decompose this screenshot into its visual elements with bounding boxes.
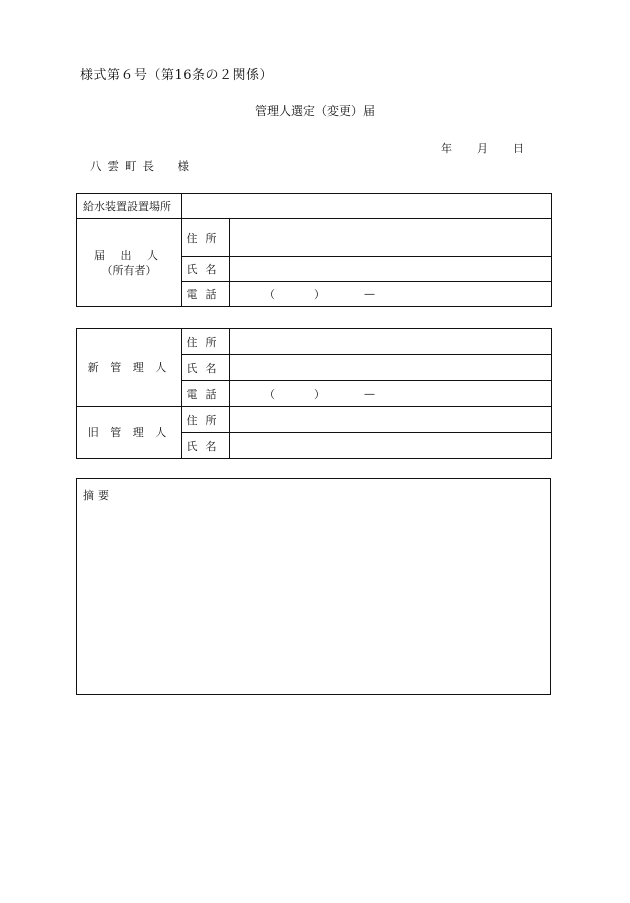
notifier-phone-field[interactable] [230,282,552,307]
phone-dash: — [364,287,375,301]
notifier-label: 届 出 人 [94,248,164,262]
form-number: 様式第６号（第16条の２関係） [80,68,274,83]
old-manager-address-label: 住所 [182,407,230,433]
notifier-name-label: 氏名 [182,257,230,282]
date-month-label: 月 [477,142,488,155]
notifier-sublabel: （所有者） [101,263,157,277]
notifier-phone-label: 電話 [182,282,230,307]
notifier-address-field[interactable] [230,219,552,257]
new-manager-address-label: 住所 [182,329,230,355]
new-manager-label: 新 管 理 人 [77,329,182,407]
remarks-box[interactable] [76,478,551,695]
date-year-label: 年 [441,142,452,155]
install-place-field[interactable] [182,194,552,219]
date-day-label: 日 [513,142,524,155]
notifier-address-label: 住所 [182,219,230,257]
phone-open-paren: （ [264,288,275,301]
old-manager-name-label: 氏名 [182,433,230,459]
new-manager-name-field[interactable] [230,355,552,381]
new-manager-name-label: 氏名 [182,355,230,381]
notifier-table [76,193,552,307]
notifier-label-cell [77,219,182,307]
new-manager-phone-label: 電話 [182,381,230,407]
phone-close-paren: ） [314,288,325,301]
remarks-label: 摘要 [83,489,113,502]
manager-table [76,328,552,459]
phone-close-paren: ） [314,387,325,401]
old-manager-name-field[interactable] [230,433,552,459]
install-place-label: 給水装置設置場所 [77,194,182,219]
old-manager-address-field[interactable] [230,407,552,433]
phone-open-paren: （ [264,387,275,401]
notifier-name-field[interactable] [230,257,552,282]
phone-dash: — [364,387,375,400]
new-manager-phone-field[interactable] [230,381,552,407]
addressee: 八雲町長 様 [90,159,195,173]
form-title: 管理人選定（変更）届 [254,104,375,118]
new-manager-address-field[interactable] [230,329,552,355]
old-manager-label: 旧 管 理 人 [77,407,182,459]
